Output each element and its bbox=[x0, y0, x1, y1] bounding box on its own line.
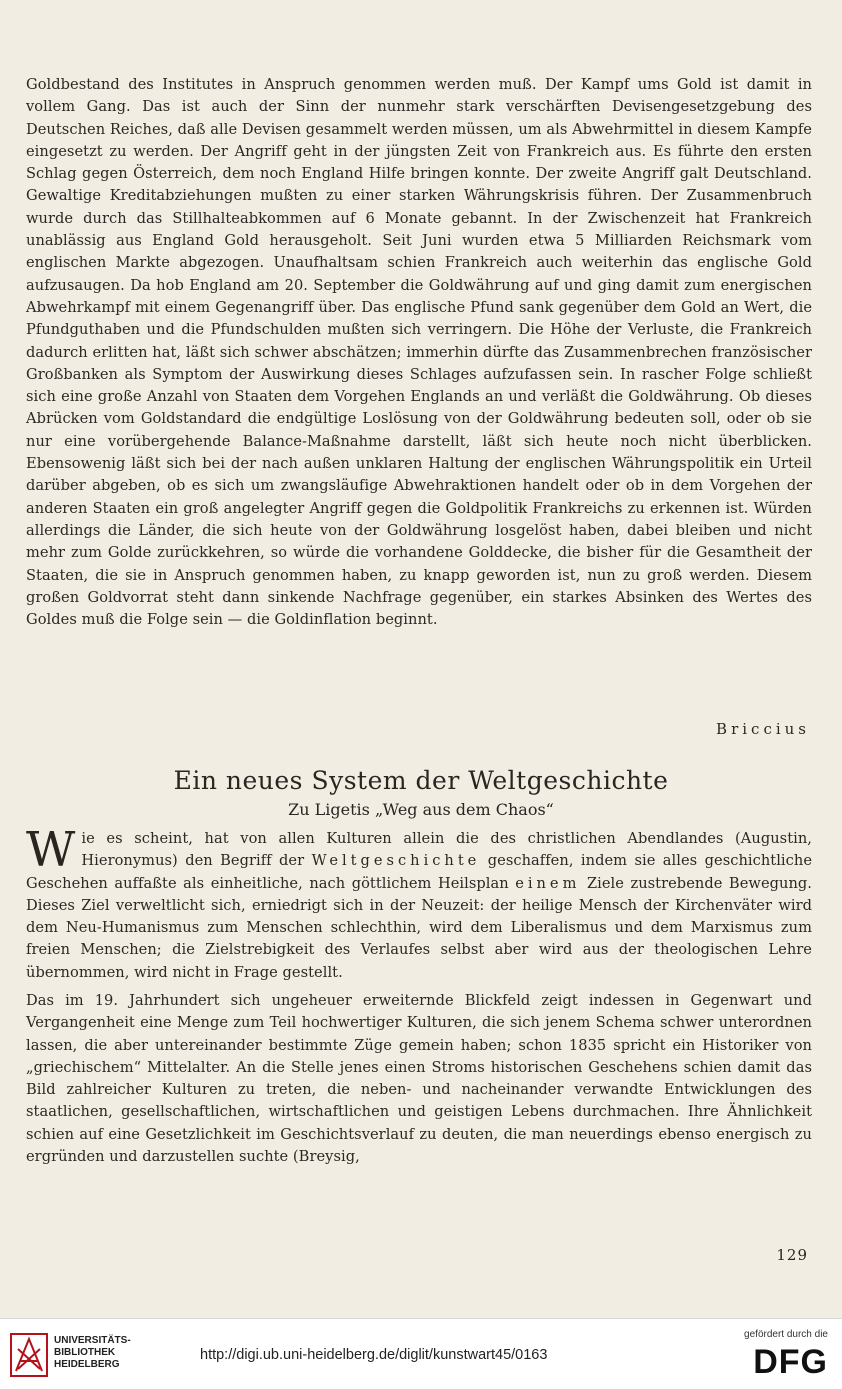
institution-line-3: HEIDELBERG bbox=[54, 1359, 120, 1370]
paragraph-2-text: Das im 19. Jahrhundert sich ungeheuer erweiternde Blickfeld zeigt indessen in Gegenwart und Vergangenheit eine Menge zum Teil hochwertiger Kulturen, die sich jenem Schema schwer unterordnen lassen, die aber untereinander bestimmte Züge gemein haben; schon 1835 spricht ein Historiker von „griechischem“ Mittelalter. An die Stelle jenes einen Stroms historischen Geschehens schien damit das Bild zahlreicher Kulturen zu treten, die neben- und nacheinander verwandte Entwicklungen des staatlichen, gesellschaftlichen, wirtschaftlichen und geistigen Lebens durchmachen. Ihre Ähnlichkeit schien auf eine Gesetzlichkeit im Geschichtsverlauf zu deuten, die man neuerdings ebenso energisch zu ergründen und darzustellen suchte (Breysig, bbox=[26, 992, 812, 1166]
spaced-word-einem: einem bbox=[515, 874, 581, 892]
author-signature: Briccius bbox=[716, 720, 810, 738]
university-library-logo-icon bbox=[10, 1333, 48, 1377]
article-history-paragraph-2 bbox=[26, 990, 812, 1168]
institution-name bbox=[54, 1335, 131, 1371]
article-title: Ein neues System der Weltgeschichte bbox=[173, 766, 669, 795]
article-gold-text bbox=[26, 74, 812, 631]
institution-line-2: BIBLIOTHEK bbox=[54, 1347, 116, 1358]
page-number: 129 bbox=[776, 1246, 808, 1264]
institution-line-1: UNIVERSITÄTS- bbox=[54, 1335, 131, 1346]
dfg-logo: DFG bbox=[753, 1343, 828, 1381]
article-subtitle: Zu Ligetis „Weg aus dem Chaos“ bbox=[288, 800, 554, 819]
paragraph-text-a: ie es scheint, hat von allen Kulturen allein die des christlichen Abendlandes (Augustin, Hieronymus) den Begriff der bbox=[81, 830, 812, 870]
paragraph-text-c: Ziele zustrebende Bewegung. Dieses Ziel verweltlicht sich, erniedrigt sich in der Neuzeit: der heilige Mensch der Kirchenväter wird dem Neu-Humanismus zum Menschen schlechthin, wird dem Liberalismus und dem Marxismus zum freien Menschen; die Zielstrebigkeit des Verlaufes selbst aber wird aus der theologischen Lehre übernommen, wird nicht in Frage gestellt. bbox=[26, 874, 812, 981]
article-history-paragraph-1 bbox=[26, 822, 813, 984]
spaced-word-weltgeschichte: Weltgeschichte bbox=[311, 852, 481, 870]
digitization-footer bbox=[0, 1318, 842, 1389]
article-gold-paragraph: Goldbestand des Institutes in Anspruch genommen werden muß. Der Kampf ums Gold ist damit in vollem Gang. Das ist auch der Sinn der nunmehr stark verschärften Devisengesetzgebung des Deutschen Reiches, daß alle Devisen gesammelt werden müssen, um als Abwehrmittel in diesem Kampfe eingesetzt zu werden. Der Angriff geht in der jüngsten Zeit von Frankreich aus. Es führte den ersten Schlag gegen Österreich, dem noch England Hilfe bringen konnte. Der zweite Angriff galt Deutschland. Gewaltige Kreditabziehungen mußten zu einer starken Währungskrisis führen. Der Zusammenbruch wurde durch das Stillhalteabkommen auf 6 Monate gebannt. In der Zwischenzeit hat Frankreich unablässig aus England Gold herausgeholt. Seit Juni wurden etwa 5 Milliarden Reichsmark vom englischen Markte abgezogen. Unaufhaltsam schien Frankreich auch weiterhin das englische Gold aufzusaugen. Da hob England am 20. September die Goldwährung auf und ging damit zum energischen Abwehrkampf mit einem Gegenangriff über. Das englische Pfund sank gegenüber dem Gold an Wert, die Pfundguthaben und die Pfundschulden mußten sich verringern. Die Höhe der Verluste, die Frankreich dadurch erlitten hat, läßt sich schwer abschätzen; immerhin dürfte das Zusammenbrechen französischer Großbanken als Symptom der Auswirkung dieses Schlages aufzufassen sein. In rascher Folge schließt sich eine große Anzahl von Staaten dem Vorgehen Englands an und verläßt die Goldwährung. Ob dieses Abrücken vom Goldstandard die endgültige Loslösung von der Goldwährung bedeuten soll, oder ob sie nur eine vorübergehende Balance-Maßnahme darstellt, läßt sich heute noch nicht überblicken. Ebensowenig läßt sich bei der nach außen unklaren Haltung der englischen Währungspolitik ein Urteil darüber abgeben, ob es sich um zwangsläufige Abwehraktionen handelt oder ob in dem Vorgehen der anderen Staaten ein groß angelegter Angriff gegen die Goldpolitik Frankreichs zu erkennen ist. Würden allerdings die Länder, die sich heute von der Goldwährung losgelöst haben, dabei bleiben und nicht mehr zum Golde zurückkehren, so würde die vorhandene Golddecke, die bisher für die Gesamtheit der Staaten, die sie in Anspruch genommen haben, zu knapp geworden ist, nun zu groß werden. Diesem großen Goldvorrat steht dann sinkende Nachfrage gegenüber, ein starkes Absinken des Wertes des Goldes muß die Folge sein — die Goldinflation beginnt. bbox=[26, 76, 812, 629]
paragraph-text-b: geschaffen, indem sie alles geschichtliche Geschehen auffaßte als einheitliche, nach göttlichem Heilsplan bbox=[26, 852, 813, 892]
source-url-link[interactable]: http://digi.ub.uni-heidelberg.de/diglit/kunstwart45/0163 bbox=[200, 1347, 548, 1363]
funder-caption: gefördert durch die bbox=[744, 1329, 828, 1340]
drop-cap: W bbox=[26, 822, 76, 878]
